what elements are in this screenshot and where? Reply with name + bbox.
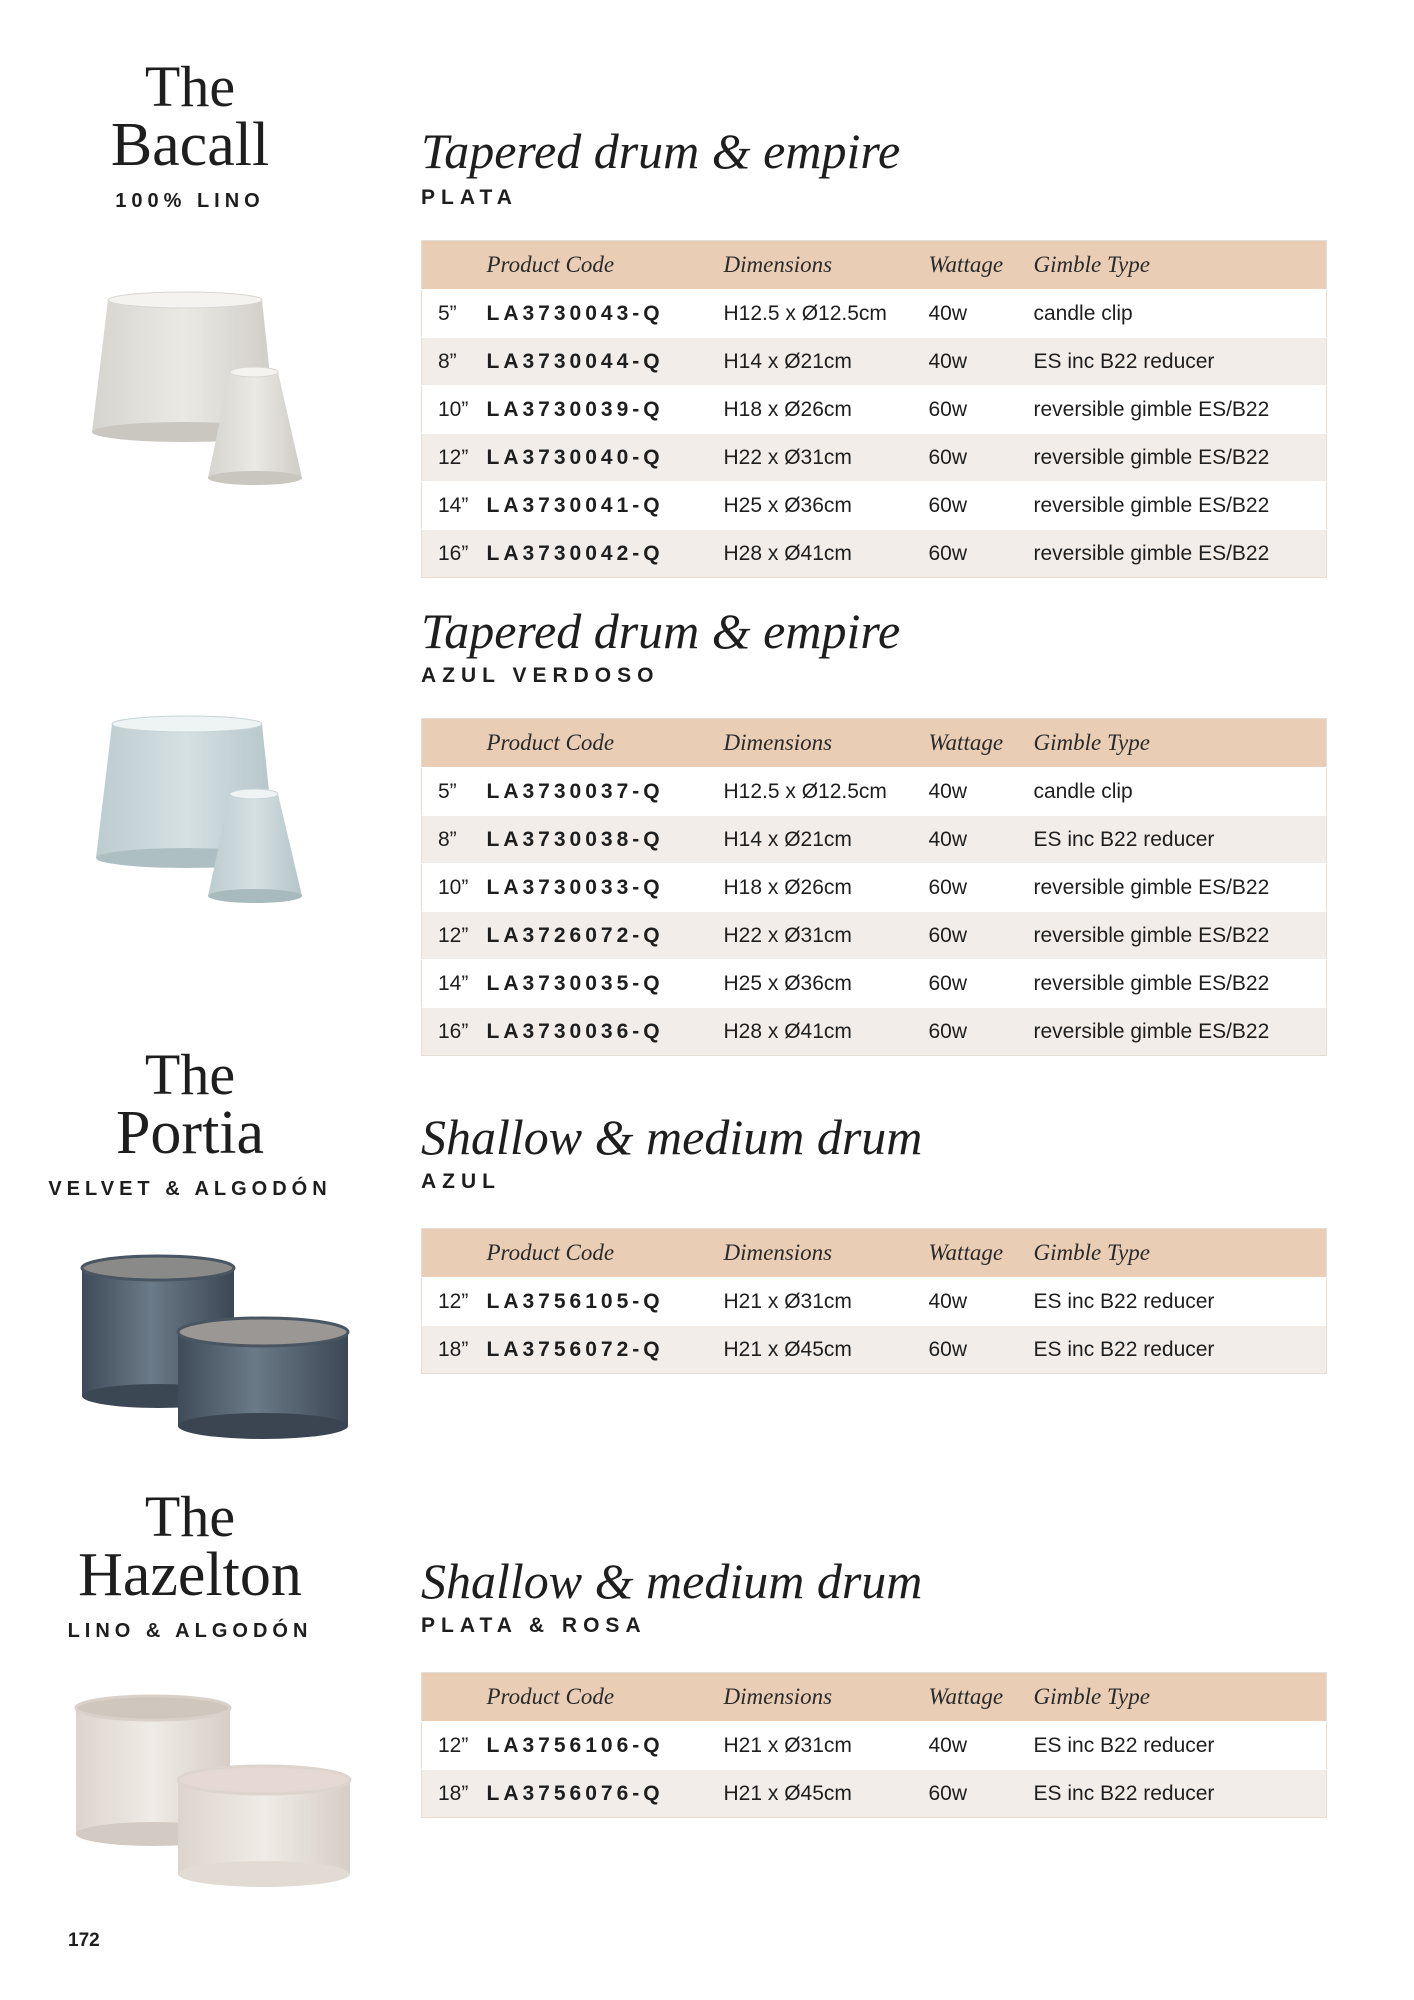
dimensions-cell: H25 x Ø36cm: [724, 482, 929, 530]
gimble-cell: ES inc B22 reducer: [1034, 1722, 1327, 1770]
table-row: [422, 816, 1327, 864]
table-row: [422, 768, 1327, 816]
header-gimble-type: Gimble Type: [1034, 1673, 1327, 1722]
size-cell: 12”: [422, 1278, 487, 1326]
header-gimble-type: Gimble Type: [1034, 241, 1327, 290]
collection-material: VELVET & ALGODÓN: [48, 1178, 332, 1200]
gimble-cell: ES inc B22 reducer: [1034, 1326, 1327, 1374]
lampshade-image-plata-rosa: [68, 1694, 358, 1898]
wattage-cell: 60w: [929, 386, 1034, 434]
wattage-cell: 60w: [929, 1326, 1034, 1374]
dimensions-cell: H14 x Ø21cm: [724, 338, 929, 386]
gimble-cell: candle clip: [1034, 768, 1327, 816]
dimensions-cell: H22 x Ø31cm: [724, 912, 929, 960]
table-row: [422, 1722, 1327, 1770]
collection-material: LINO & ALGODÓN: [67, 1620, 313, 1642]
table-header-row: [422, 719, 1327, 768]
header-dimensions: Dimensions: [724, 1229, 929, 1278]
table-header-row: [422, 1229, 1327, 1278]
dimensions-cell: H14 x Ø21cm: [724, 816, 929, 864]
section-title: Shallow & medium drum: [421, 1553, 923, 1609]
table-row: [422, 1008, 1327, 1056]
table-row: [422, 960, 1327, 1008]
lampshade-image-azul-verdoso: [80, 712, 320, 912]
header-gimble-type: Gimble Type: [1034, 719, 1327, 768]
gimble-cell: reversible gimble ES/B22: [1034, 434, 1327, 482]
collection-the: The: [144, 54, 236, 119]
size-cell: 18”: [422, 1326, 487, 1374]
collection-bacall: [40, 54, 340, 213]
product-code-cell: LA3730042-Q: [487, 530, 724, 578]
product-code-cell: LA3730043-Q: [487, 290, 724, 338]
dimensions-cell: H25 x Ø36cm: [724, 960, 929, 1008]
size-cell: 8”: [422, 816, 487, 864]
header-dimensions: Dimensions: [724, 719, 929, 768]
table-row: [422, 912, 1327, 960]
dimensions-cell: H21 x Ø31cm: [724, 1278, 929, 1326]
header-gimble-type: Gimble Type: [1034, 1229, 1327, 1278]
section-title: Shallow & medium drum: [421, 1109, 923, 1165]
gimble-cell: ES inc B22 reducer: [1034, 338, 1327, 386]
section-colour: PLATA & ROSA: [421, 1614, 647, 1637]
size-cell: 18”: [422, 1770, 487, 1818]
dimensions-cell: H12.5 x Ø12.5cm: [724, 290, 929, 338]
dimensions-cell: H12.5 x Ø12.5cm: [724, 768, 929, 816]
product-code-cell: LA3730040-Q: [487, 434, 724, 482]
dimensions-cell: H18 x Ø26cm: [724, 864, 929, 912]
table-row: [422, 1326, 1327, 1374]
lampshade-image-azul-velvet: [76, 1254, 356, 1450]
wattage-cell: 40w: [929, 816, 1034, 864]
header-wattage: Wattage: [929, 1229, 1034, 1278]
header-product-code: Product Code: [487, 241, 724, 290]
wattage-cell: 60w: [929, 1770, 1034, 1818]
product-code-cell: LA3730038-Q: [487, 816, 724, 864]
section-title: Tapered drum & empire: [421, 603, 901, 659]
wattage-cell: 40w: [929, 768, 1034, 816]
dimensions-cell: H21 x Ø45cm: [724, 1770, 929, 1818]
product-code-cell: LA3756105-Q: [487, 1278, 724, 1326]
gimble-cell: ES inc B22 reducer: [1034, 1770, 1327, 1818]
size-cell: 14”: [422, 960, 487, 1008]
size-cell: 10”: [422, 864, 487, 912]
table-row: [422, 386, 1327, 434]
product-code-cell: LA3730033-Q: [487, 864, 724, 912]
wattage-cell: 60w: [929, 960, 1034, 1008]
section-colour: PLATA: [421, 186, 518, 209]
gimble-cell: reversible gimble ES/B22: [1034, 482, 1327, 530]
table-row: [422, 1278, 1327, 1326]
dimensions-cell: H21 x Ø31cm: [724, 1722, 929, 1770]
size-cell: 5”: [422, 290, 487, 338]
product-code-cell: LA3730039-Q: [487, 386, 724, 434]
collection-material: 100% LINO: [115, 190, 265, 212]
wattage-cell: 60w: [929, 434, 1034, 482]
collection-name: Hazelton: [78, 1541, 302, 1609]
header-product-code: Product Code: [487, 1229, 724, 1278]
product-code-cell: LA3726072-Q: [487, 912, 724, 960]
wattage-cell: 40w: [929, 290, 1034, 338]
size-cell: 12”: [422, 434, 487, 482]
size-cell: 14”: [422, 482, 487, 530]
gimble-cell: ES inc B22 reducer: [1034, 1278, 1327, 1326]
gimble-cell: reversible gimble ES/B22: [1034, 912, 1327, 960]
product-code-cell: LA3730044-Q: [487, 338, 724, 386]
spec-table: [421, 240, 1327, 578]
wattage-cell: 60w: [929, 912, 1034, 960]
dimensions-cell: H28 x Ø41cm: [724, 530, 929, 578]
size-cell: 12”: [422, 1722, 487, 1770]
table-row: [422, 530, 1327, 578]
page-number: 172: [68, 1930, 100, 1951]
header-wattage: Wattage: [929, 719, 1034, 768]
collection-hazelton: [40, 1484, 340, 1643]
collection-the: The: [144, 1042, 236, 1107]
table-row: [422, 482, 1327, 530]
size-cell: 16”: [422, 530, 487, 578]
size-cell: 12”: [422, 912, 487, 960]
section-title: Tapered drum & empire: [421, 123, 901, 179]
table-row: [422, 434, 1327, 482]
header-wattage: Wattage: [929, 241, 1034, 290]
header-dimensions: Dimensions: [724, 1673, 929, 1722]
product-code-cell: LA3730035-Q: [487, 960, 724, 1008]
size-cell: 10”: [422, 386, 487, 434]
spec-table: [421, 1672, 1327, 1818]
header-product-code: Product Code: [487, 1673, 724, 1722]
wattage-cell: 60w: [929, 482, 1034, 530]
gimble-cell: reversible gimble ES/B22: [1034, 864, 1327, 912]
collection-name: Portia: [115, 1099, 265, 1167]
gimble-cell: reversible gimble ES/B22: [1034, 1008, 1327, 1056]
table-row: [422, 290, 1327, 338]
table-row: [422, 338, 1327, 386]
section-colour: AZUL VERDOSO: [421, 664, 660, 687]
product-code-cell: LA3730036-Q: [487, 1008, 724, 1056]
header-dimensions: Dimensions: [724, 241, 929, 290]
wattage-cell: 40w: [929, 1722, 1034, 1770]
collection-the: The: [144, 1484, 236, 1549]
product-code-cell: LA3730037-Q: [487, 768, 724, 816]
size-cell: 8”: [422, 338, 487, 386]
header-wattage: Wattage: [929, 1673, 1034, 1722]
table-header-row: [422, 241, 1327, 290]
product-code-cell: LA3756076-Q: [487, 1770, 724, 1818]
gimble-cell: ES inc B22 reducer: [1034, 816, 1327, 864]
dimensions-cell: H28 x Ø41cm: [724, 1008, 929, 1056]
header-product-code: Product Code: [487, 719, 724, 768]
gimble-cell: reversible gimble ES/B22: [1034, 530, 1327, 578]
dimensions-cell: H22 x Ø31cm: [724, 434, 929, 482]
collection-name: Bacall: [110, 111, 270, 179]
table-row: [422, 864, 1327, 912]
spec-table: [421, 1228, 1327, 1374]
table-header-row: [422, 1673, 1327, 1722]
product-code-cell: LA3730041-Q: [487, 482, 724, 530]
spec-table: [421, 718, 1327, 1056]
gimble-cell: candle clip: [1034, 290, 1327, 338]
product-code-cell: LA3756072-Q: [487, 1326, 724, 1374]
gimble-cell: reversible gimble ES/B22: [1034, 386, 1327, 434]
wattage-cell: 40w: [929, 1278, 1034, 1326]
wattage-cell: 60w: [929, 1008, 1034, 1056]
dimensions-cell: H21 x Ø45cm: [724, 1326, 929, 1374]
dimensions-cell: H18 x Ø26cm: [724, 386, 929, 434]
table-row: [422, 1770, 1327, 1818]
wattage-cell: 40w: [929, 338, 1034, 386]
wattage-cell: 60w: [929, 864, 1034, 912]
lampshade-image-plata: [80, 280, 320, 500]
size-cell: 5”: [422, 768, 487, 816]
wattage-cell: 60w: [929, 530, 1034, 578]
gimble-cell: reversible gimble ES/B22: [1034, 960, 1327, 1008]
size-cell: 16”: [422, 1008, 487, 1056]
collection-portia: [40, 1042, 340, 1201]
section-colour: AZUL: [421, 1170, 501, 1193]
product-code-cell: LA3756106-Q: [487, 1722, 724, 1770]
